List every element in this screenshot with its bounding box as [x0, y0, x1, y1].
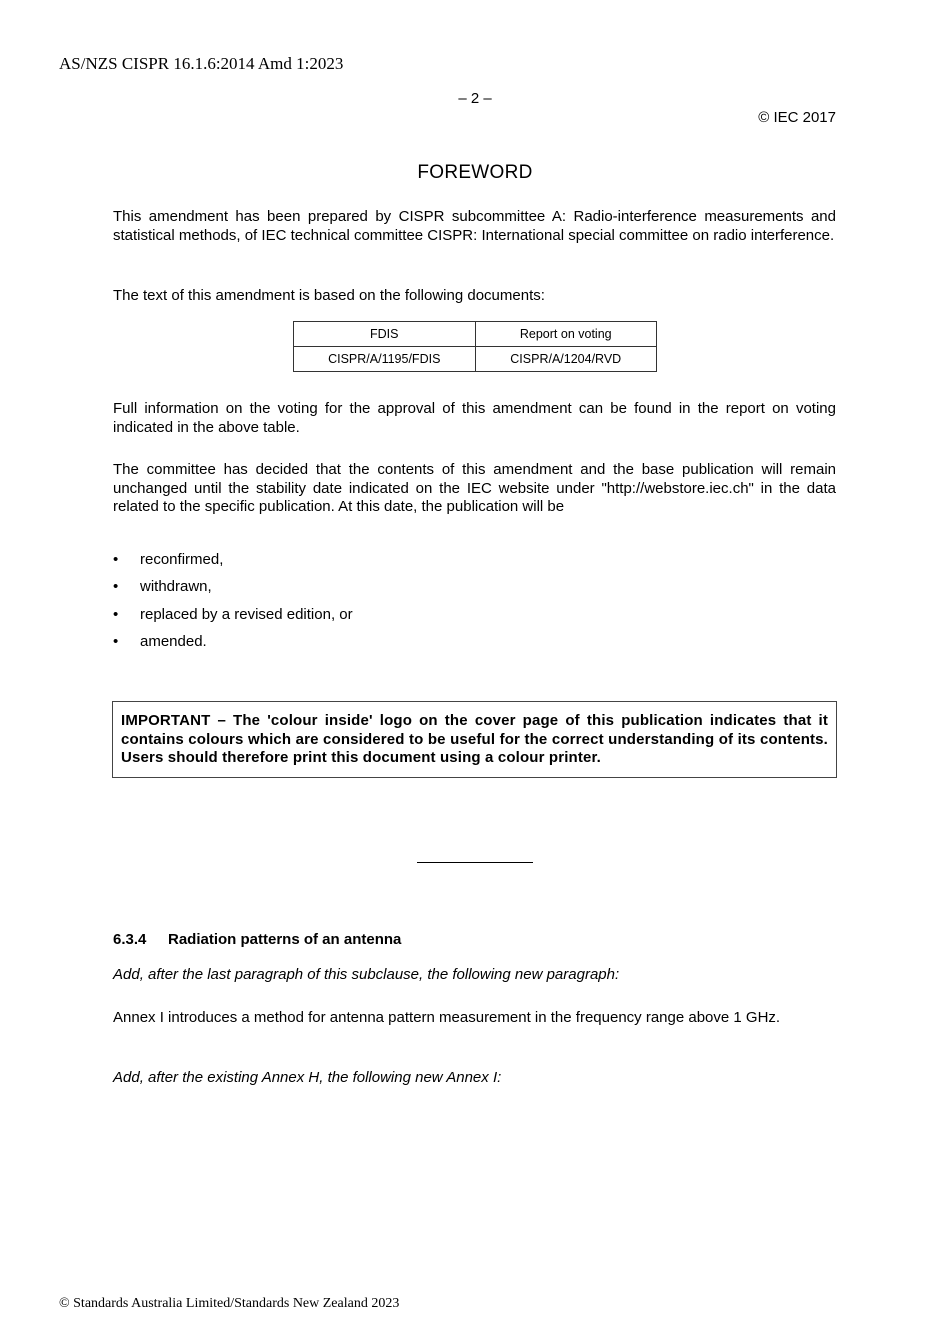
table-cell-rvd: CISPR/A/1204/RVD [475, 347, 657, 372]
table-header-fdis: FDIS [294, 322, 476, 347]
foreword-paragraph-4: The committee has decided that the contents of this amendment and the base publication will remain unchanged until the stability date indicated on the IEC website under "http://webstore.iec.ch" in the data related to the specific publication. At this date, the publication will be [113, 461, 836, 515]
bullet-icon: • [113, 632, 119, 650]
table-header-report-on-voting: Report on voting [475, 322, 657, 347]
bullet-icon: • [113, 578, 119, 596]
bullet-icon: • [113, 605, 119, 623]
list-item [113, 633, 353, 660]
bullet-icon: • [113, 551, 119, 568]
page-title: FOREWORD [417, 162, 533, 183]
list-item-text: replaced by a revised edition, or [140, 605, 353, 623]
list-item-text: withdrawn, [140, 578, 212, 596]
bullet-list [113, 551, 353, 660]
list-item [113, 606, 353, 633]
instruction-text-1: Add, after the last paragraph of this subclause, the following new paragraph: [113, 966, 620, 983]
list-item [113, 578, 353, 605]
documents-table [293, 321, 657, 372]
important-notice-box: IMPORTANT – The 'colour inside' logo on the cover page of this publication indicates that it contains colours which are considered to be useful for the correct understanding of its contents. Users should therefore print this document using a colour printer. [112, 701, 837, 778]
table-row [294, 347, 657, 372]
foreword-paragraph-1: This amendment has been prepared by CISPR subcommittee A: Radio-interference measurements and statistical methods, of IEC technical committee CISPR: International special committee on radio interference. [113, 208, 836, 244]
standard-identifier: AS/NZS CISPR 16.1.6:2014 Amd 1:2023 [59, 54, 344, 73]
section-divider [417, 862, 533, 863]
page-number: – 2 – [458, 90, 492, 107]
section-body-paragraph: Annex I introduces a method for antenna pattern measurement in the frequency range above 1 GHz. [113, 1009, 781, 1026]
iec-copyright: © IEC 2017 [758, 109, 836, 126]
instruction-text-2: Add, after the existing Annex H, the following new Annex I: [113, 1069, 502, 1086]
footer-copyright: © Standards Australia Limited/Standards New Zealand 2023 [59, 1296, 400, 1311]
table-cell-fdis: CISPR/A/1195/FDIS [294, 347, 476, 372]
foreword-paragraph-3: Full information on the voting for the approval of this amendment can be found in the report on voting indicated in the above table. [113, 400, 836, 436]
section-title: Radiation patterns of an antenna [168, 931, 402, 948]
list-item-text: amended. [140, 632, 207, 650]
table-header-row [294, 322, 657, 347]
section-number: 6.3.4 [113, 931, 147, 948]
list-item [113, 551, 353, 578]
section-heading [113, 931, 401, 948]
list-item-text: reconfirmed, [140, 551, 224, 568]
foreword-paragraph-2: The text of this amendment is based on the following documents: [113, 287, 545, 304]
